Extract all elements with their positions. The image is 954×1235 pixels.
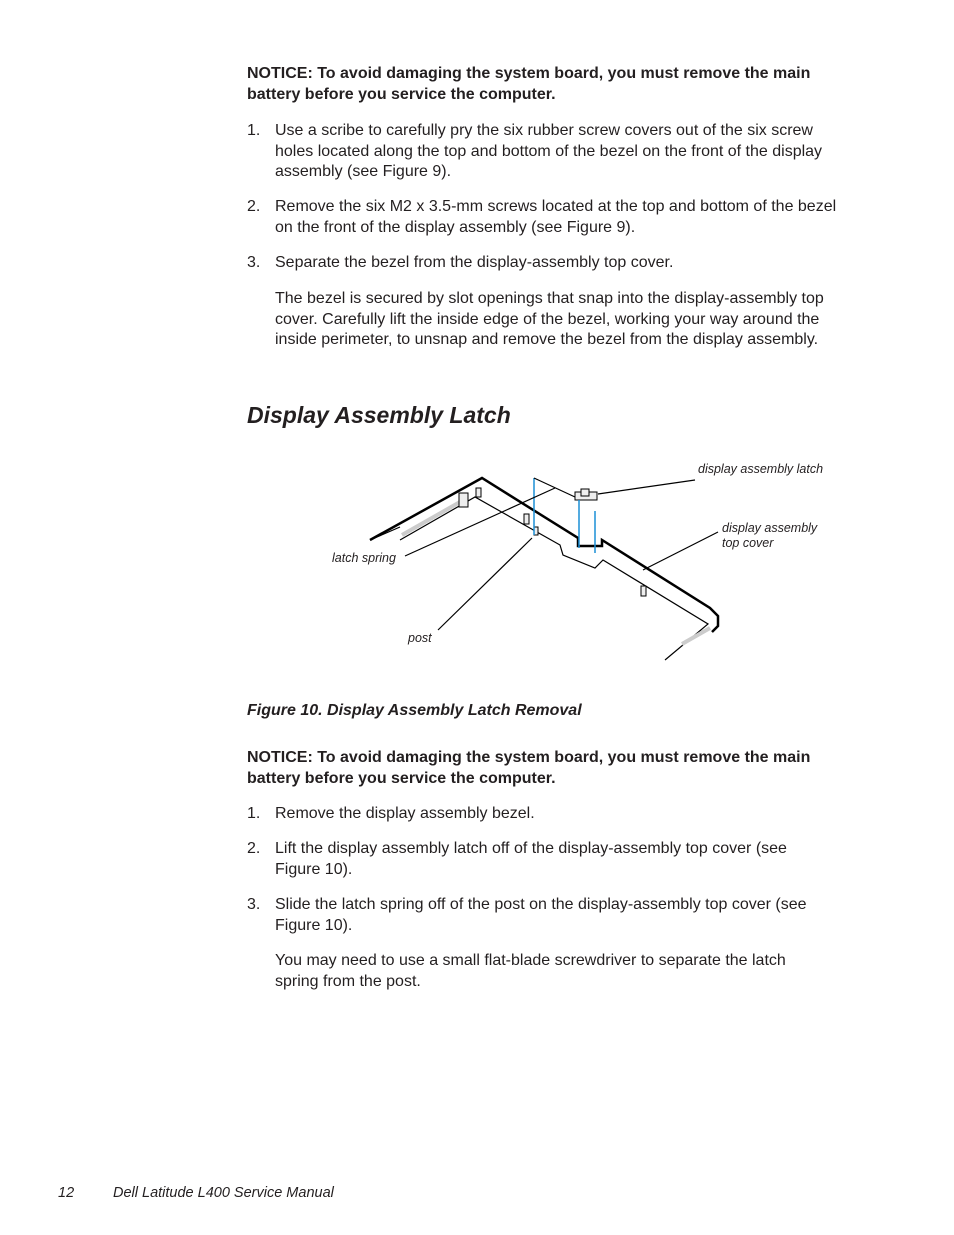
step-2: [247, 839, 792, 880]
step-text: Remove the six M2 x 3.5-mm screws located at the top and bottom of the bezel on the front of the display assembly (see Figure 9).: [275, 198, 837, 236]
page-number: 12: [58, 1185, 75, 1201]
step-number: 1.: [247, 122, 261, 139]
label-latch-spring: latch spring: [332, 551, 396, 565]
callout-lines: [405, 480, 718, 630]
label-display-assembly-latch: display assembly latch: [698, 462, 824, 476]
step-number: 1.: [247, 805, 261, 822]
notice-2: NOTICE: To avoid damaging the system board, you must remove the main battery before you service the computer.: [247, 749, 811, 787]
notice-1: NOTICE: To avoid damaging the system board, you must remove the main battery before you service the computer.: [247, 65, 811, 103]
step-text: Use a scribe to carefully pry the six rubber screw covers out of the six screw holes located along the top and bottom of the bezel on the front of the display assembly (see Figure 9).: [275, 122, 823, 180]
step-number: 2.: [247, 198, 261, 215]
figure-caption: Figure 10. Display Assembly Latch Removal: [247, 702, 582, 719]
label-post: post: [408, 631, 432, 645]
section-title: Display Assembly Latch: [247, 402, 511, 428]
label-top-cover-line1: display assembly: [722, 521, 818, 535]
step-text: Lift the display assembly latch off of the display-assembly top cover (see Figure 10).: [275, 840, 787, 878]
step-text: Remove the display assembly bezel.: [275, 805, 535, 822]
step-number: 3.: [247, 896, 261, 913]
step-1: [247, 804, 847, 825]
top-cover-outline: [370, 478, 718, 632]
step-3-note: You may need to use a small flat-blade screwdriver to separate the latch spring from the post.: [275, 952, 786, 990]
step-3-note: The bezel is secured by slot openings that snap into the display-assembly top cover. Carefully lift the inside edge of the bezel, working your way around the inside perimeter, to unsnap and remove the bezel from the display assembly.: [275, 290, 824, 348]
step-number: 2.: [247, 840, 261, 857]
step-number: 3.: [247, 254, 261, 271]
step-text: Separate the bezel from the display-assembly top cover.: [275, 254, 674, 271]
label-top-cover-line2: top cover: [722, 536, 774, 550]
step-text: Slide the latch spring off of the post on the display-assembly top cover (see Figure 10).: [275, 896, 807, 934]
step-3: [247, 895, 817, 936]
manual-title: Dell Latitude L400 Service Manual: [113, 1185, 334, 1201]
